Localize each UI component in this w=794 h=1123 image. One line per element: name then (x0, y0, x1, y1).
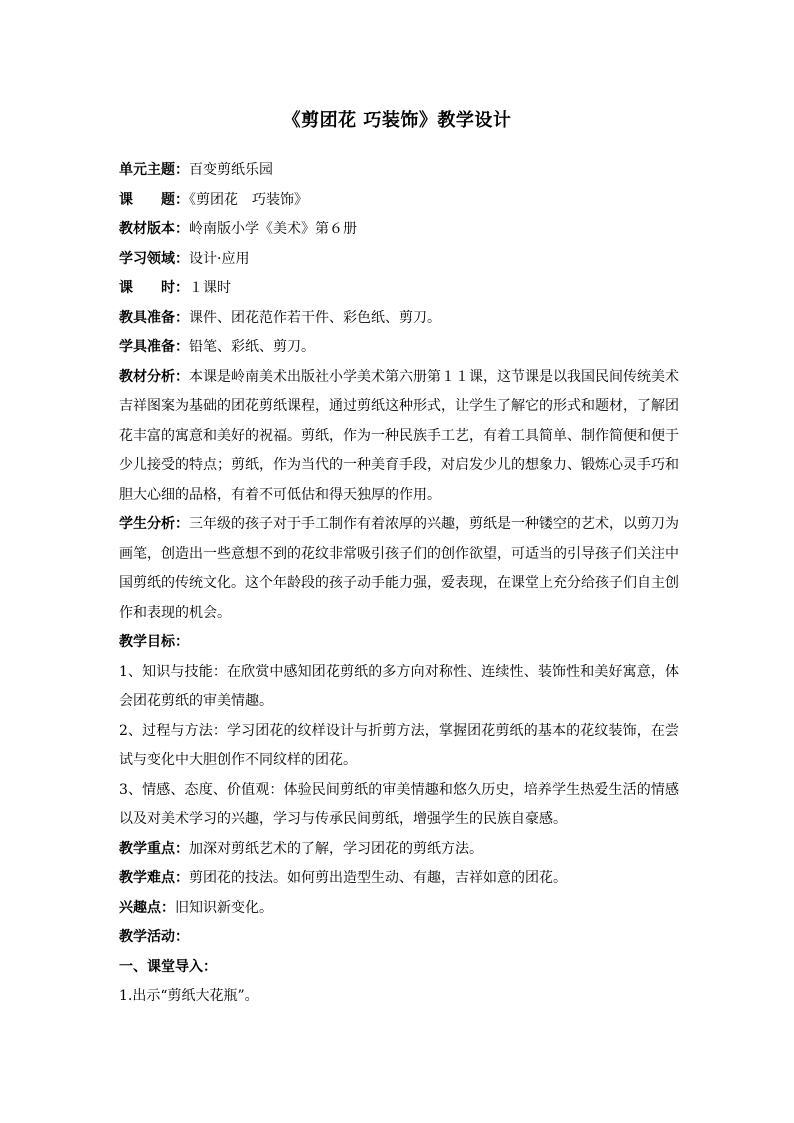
field-value: 岭南版小学《美术》第６册 (189, 221, 357, 237)
field-value: 课件、团花范作若干件、彩色纸、剪刀。 (189, 309, 441, 326)
interest-point (119, 894, 679, 924)
teaching-key-point (119, 835, 679, 865)
field-textbook-edition (119, 215, 679, 245)
field-label: 课 时： (119, 280, 189, 296)
activities-heading: 教学活动： (119, 929, 189, 945)
field-unit-theme (119, 156, 679, 186)
field-value: １课时 (189, 280, 231, 296)
objective-knowledge: 1、知识与技能：在欣赏中感知团花剪纸的多方向对称性、连续性、装饰性和美好寓意，体会团花剪纸的审美情趣。 (119, 663, 679, 709)
objective-process: 2、过程与方法：学习团花的纹样设计与折剪方法，掌握团花剪纸的基本的花纹装饰，在尝试与变化中大胆创作不同纹样的团花。 (119, 722, 679, 768)
field-lesson-topic (119, 186, 679, 216)
field-value: 百变剪纸乐园 (189, 162, 273, 178)
field-label: 单元主题： (119, 162, 189, 178)
field-label: 教材版本： (119, 221, 189, 237)
objective-emotion: 3、情感、态度、价值观：体验民间剪纸的审美情趣和悠久历史，培养学生热爱生活的情感以及对美术学习的兴趣，学习与传承民间剪纸，增强学生的民族自豪感。 (119, 781, 679, 827)
student-analysis (119, 510, 679, 628)
document-body (119, 156, 679, 1012)
step-item: 1.出示“剪纸大花瓶”。 (119, 988, 259, 1004)
interest-value: 旧知识新变化。 (175, 899, 273, 916)
difficulty-label: 教学难点： (119, 870, 189, 886)
teaching-difficulty (119, 864, 679, 894)
field-label: 学习领域： (119, 250, 189, 267)
field-student-materials (119, 333, 679, 363)
field-label: 教具准备： (119, 309, 189, 326)
field-value: 《剪团花 巧装饰》 (189, 191, 308, 208)
field-value: 设计·应用 (189, 250, 250, 267)
field-value: 铅笔、彩纸、剪刀。 (189, 339, 315, 355)
student-analysis-text: 三年级的孩子对于手工制作有着浓厚的兴趣，剪纸是一种镂空的艺术，以剪刀为画笔，创造出一些意想不到的花纹非常吸引孩子们的创作欲望，可适当的引导孩子们关注中国剪纸的传统文化。这个年龄段的孩子动手能力强，爱表现，在课堂上充分给孩子们自主创作和表现的机会。 (119, 516, 679, 621)
key-point-value: 加深对剪纸艺术的了解，学习团花的剪纸方法。 (189, 840, 483, 857)
section-heading-introduction: 一、课堂导入： (119, 958, 217, 975)
field-label: 学具准备： (119, 339, 189, 355)
textbook-analysis (119, 363, 679, 511)
key-point-label: 教学重点： (119, 840, 189, 857)
textbook-analysis-text: 本课是岭南美术出版社小学美术第六册第１１课，这节课是以我国民间传统美术吉祥图案为基础的团花剪纸课程，通过剪纸这种形式，让学生了解它的形式和题材，了解团花丰富的寓意和美好的祝福。剪纸，作为一种民族手工艺，有着工具简单、制作简便和便于少儿接受的特点；剪纸，作为当代的一种美育手段，对启发少儿的想象力、锻炼心灵手巧和胆大心细的品格，有着不可低估和得天独厚的作用。 (119, 368, 679, 503)
interest-label: 兴趣点： (119, 899, 175, 916)
document-title: 《剪团花 巧装饰》教学设计 (282, 110, 512, 131)
textbook-analysis-label: 教材分析： (119, 368, 189, 385)
objectives-heading: 教学目标： (119, 634, 189, 650)
difficulty-value: 剪团花的技法。如何剪出造型生动、有趣，吉祥如意的团花。 (189, 870, 567, 886)
field-learning-domain (119, 245, 679, 275)
field-label: 课 题： (119, 191, 189, 208)
field-teaching-aids (119, 304, 679, 334)
student-analysis-label: 学生分析： (119, 516, 189, 532)
field-class-hours (119, 274, 679, 304)
